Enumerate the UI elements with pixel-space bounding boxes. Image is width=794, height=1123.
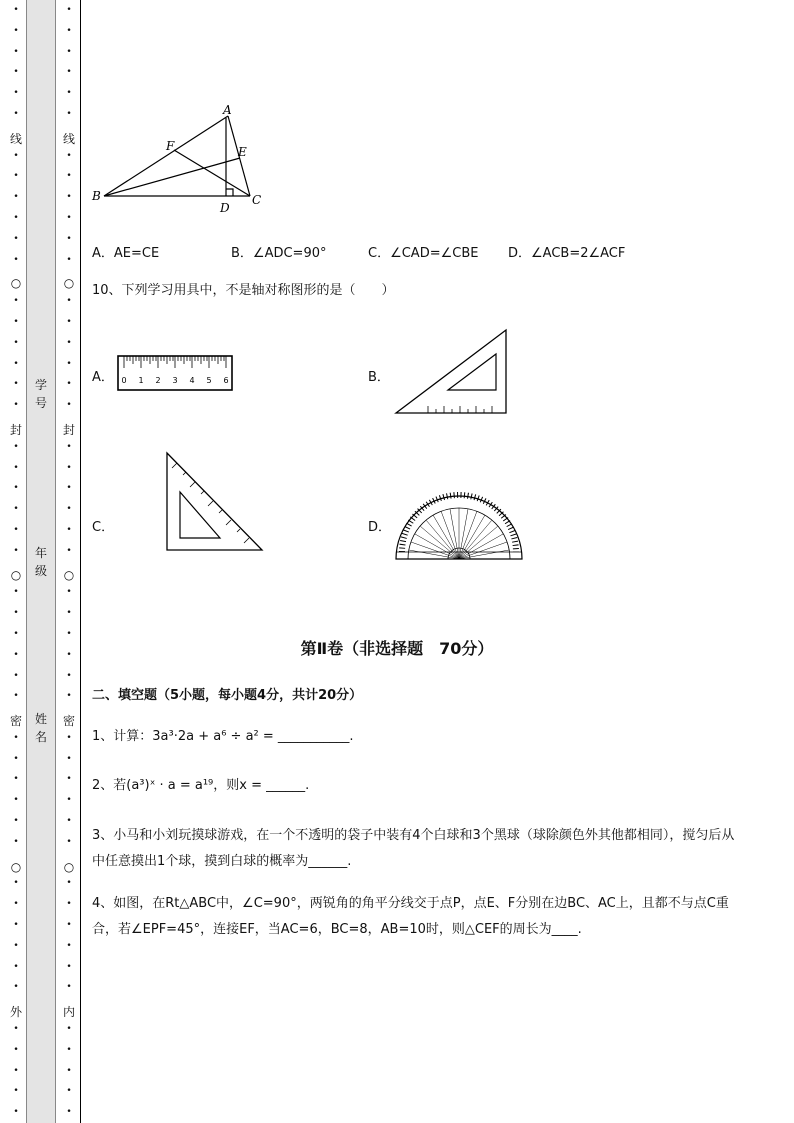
right-label-circle-3: ○ xyxy=(63,860,75,874)
q10-stem: 10、下列学习用具中，不是轴对称图形的是（ ） xyxy=(92,283,395,298)
ruler-tick-2: 2 xyxy=(155,376,161,385)
left-label-circle-1: ○ xyxy=(10,276,22,290)
left-dot-column: • • • • • • • • • • • • • • • • • • • • • • • • • • • • • • • • • • • • • • • • • • • • • • • xyxy=(13,5,19,1118)
q10-option-c-label: C． xyxy=(92,520,115,535)
label-d: D xyxy=(220,201,230,215)
q10-option-a-label: A． xyxy=(92,370,114,385)
q9-option-b: B．∠ADC=90° xyxy=(231,246,327,261)
ruler-tick-0: 0 xyxy=(121,376,127,385)
right-label-mi: 密 xyxy=(62,714,75,728)
fill-q2: 2、若(a³)ˣ · a = a¹⁹，则x = ______. xyxy=(92,778,310,793)
fill-q4: 4、如图，在Rt△ABC中，∠C=90°，两锐角的角平分线交于点P，点E、F分别在边BC、AC上，且都不与点C重合，若∠EPF=45°，连接EF，当AC=6，BC=8，AB=10时，则△CEF的周长为____. xyxy=(92,896,729,937)
right-label-circle-2: ○ xyxy=(63,568,75,582)
left-label-circle-3: ○ xyxy=(10,860,22,874)
ruler-tick-3: 3 xyxy=(172,376,178,385)
right-label-nei: 内 xyxy=(62,1005,75,1019)
q9-triangle-figure xyxy=(88,100,278,218)
q10-option-b-label: B． xyxy=(368,370,390,385)
label-e: E xyxy=(238,145,247,159)
student-number-label: 学号 xyxy=(34,378,47,410)
left-label-wai: 外 xyxy=(9,1005,22,1019)
section-fill-in-heading: 二、填空题（5小题，每小题4分，共计20分） xyxy=(92,688,363,703)
grade-label: 年级 xyxy=(34,546,47,578)
q9-option-c: C．∠CAD=∠CBE xyxy=(368,246,479,261)
q10-option-d-label: D． xyxy=(368,520,392,535)
q9-option-a: A．AE=CE xyxy=(92,246,160,261)
left-label-xian: 线 xyxy=(9,132,22,146)
right-label-feng: 封 xyxy=(62,423,75,437)
ruler-tick-1: 1 xyxy=(138,376,144,385)
left-label-circle-2: ○ xyxy=(10,568,22,582)
binding-margin xyxy=(0,0,82,1123)
q9-option-d: D．∠ACB=2∠ACF xyxy=(508,246,626,261)
label-a: A xyxy=(223,103,232,117)
part2-title: 第Ⅱ卷（非选择题 70分） xyxy=(300,639,494,658)
label-c: C xyxy=(252,193,262,207)
fill-q3: 3、小马和小刘玩摸球游戏，在一个不透明的袋子中装有4个白球和3个黑球（球除颜色外其他都相同），搅匀后从中任意摸出1个球，摸到白球的概率为______. xyxy=(92,828,735,869)
set-square-c-image xyxy=(164,450,266,554)
left-label-mi: 密 xyxy=(9,714,22,728)
set-square-b-image xyxy=(392,326,510,418)
right-label-circle-1: ○ xyxy=(63,276,75,290)
fill-q1: 1、计算：3a³·2a + a⁶ ÷ a² = ___________. xyxy=(92,729,354,744)
protractor-image xyxy=(392,486,526,564)
name-label: 姓名 xyxy=(34,712,47,744)
ruler-tick-6: 6 xyxy=(223,376,229,385)
margin-line xyxy=(80,0,81,1123)
label-b: B xyxy=(92,189,101,203)
label-f: F xyxy=(166,139,175,153)
right-label-xian: 线 xyxy=(62,132,75,146)
ruler-tick-4: 4 xyxy=(189,376,195,385)
ruler-tick-5: 5 xyxy=(206,376,212,385)
left-label-feng: 封 xyxy=(9,423,22,437)
right-dot-column: • • • • • • • • • • • • • • • • • • • • • • • • • • • • • • • • • • • • • • • • • • • • • • • xyxy=(66,5,72,1118)
ruler-image xyxy=(116,354,236,394)
